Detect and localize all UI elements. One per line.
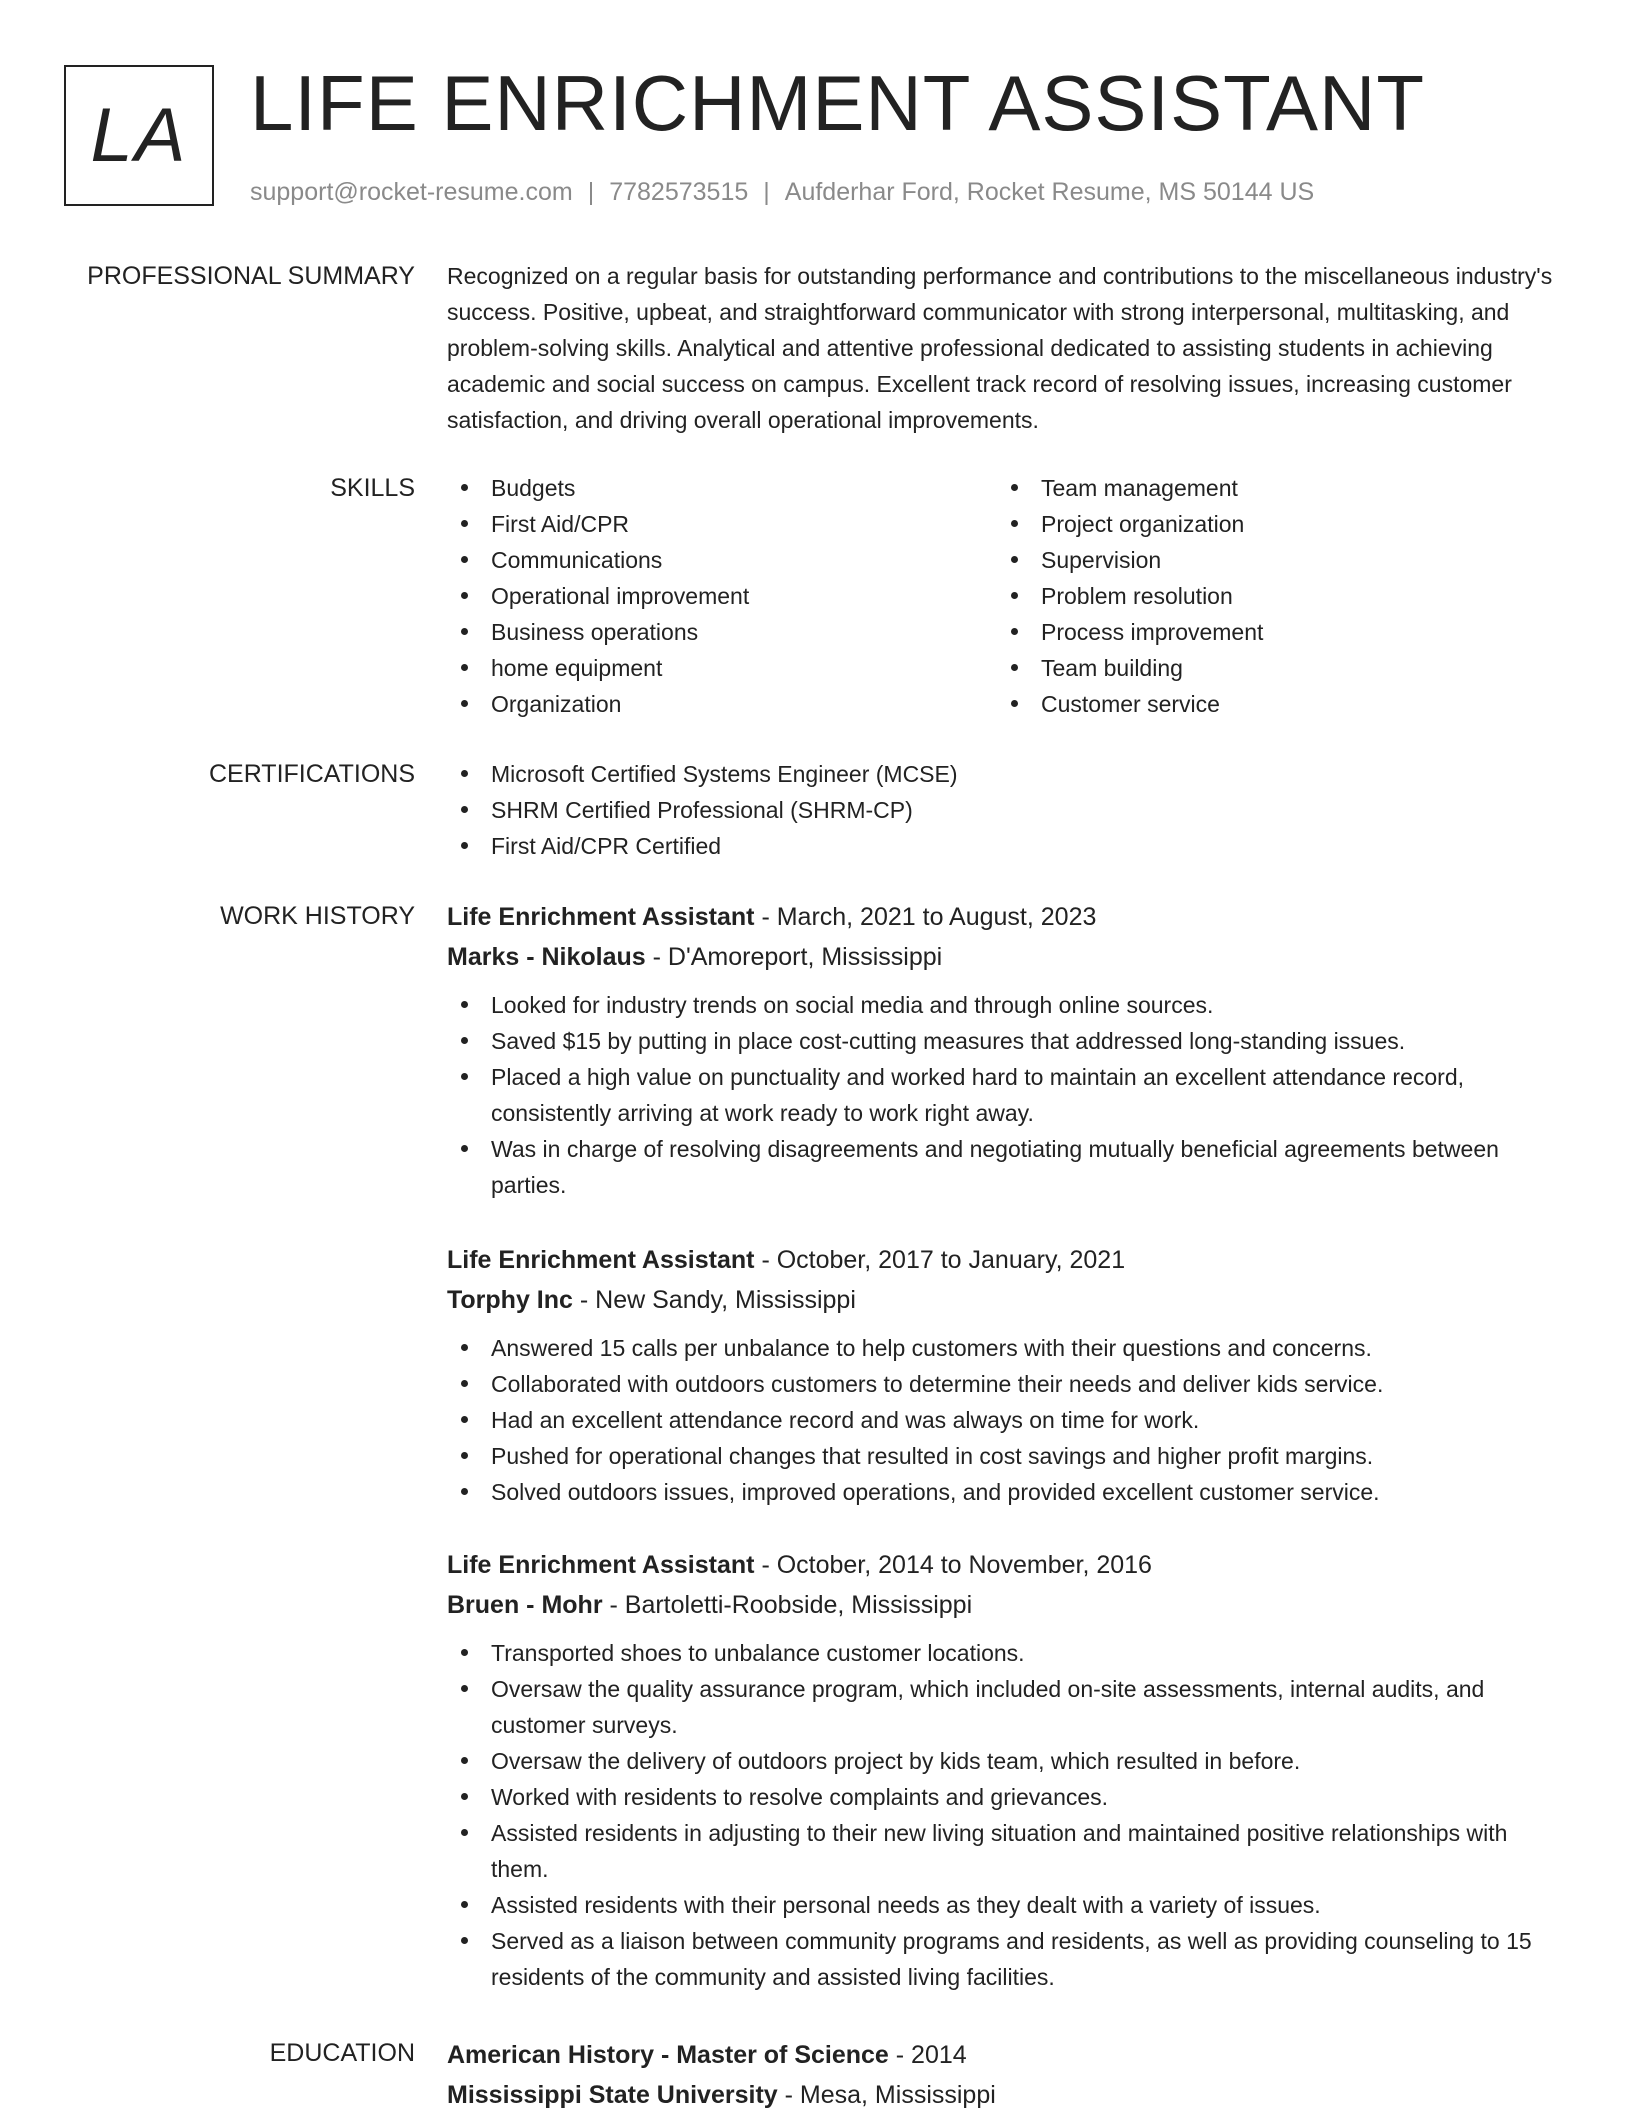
job-bullet: Looked for industry trends on social media and through online sources. (447, 987, 1562, 1023)
summary-text: Recognized on a regular basis for outstanding performance and contributions to the miscellaneous industry's success. Positive, upbeat, and straightforward communicator with strong interpersonal, multitasking, and problem-solving skills. Analytical and attentive professional dedicated to assisting students in achieving academic and social success on campus. Excellent track record of resolving issues, increasing customer satisfaction, and driving overall operational improvements. (447, 263, 1553, 433)
job-location: - New Sandy, Mississippi (579, 1286, 856, 1314)
section-label-summary: PROFESSIONAL SUMMARY (87, 262, 415, 290)
skill-item: Business operations (447, 614, 997, 650)
education-degree-line (447, 2035, 1562, 2075)
job-bullet: Collaborated with outdoors customers to determine their needs and deliver kids service. (447, 1366, 1562, 1402)
monogram-initials: LA (90, 93, 188, 178)
job-bullet: Was in charge of resolving disagreements and negotiating mutually beneficial agreements between parties. (447, 1131, 1562, 1203)
job-bullets (447, 987, 1562, 1203)
job-bullet: Assisted residents with their personal needs as they dealt with a variety of issues. (447, 1887, 1562, 1923)
skill-item: Process improvement (997, 614, 1547, 650)
skill-item: Project organization (997, 506, 1547, 542)
job-company: Marks - Nikolaus (447, 943, 646, 971)
contact-line (250, 176, 1314, 208)
job-bullet: Transported shoes to unbalance customer locations. (447, 1635, 1562, 1671)
job-title: Life Enrichment Assistant (447, 1246, 755, 1274)
resume-title: LIFE ENRICHMENT ASSISTANT (250, 59, 1425, 147)
job-company: Bruen - Mohr (447, 1591, 603, 1619)
education-school-line (447, 2075, 1562, 2115)
job-title-line (447, 1240, 1562, 1280)
job-company-line (447, 1280, 1562, 1320)
job-title-line (447, 897, 1562, 937)
job-bullet: Answered 15 calls per unbalance to help customers with their questions and concerns. (447, 1330, 1562, 1366)
job-bullet: Oversaw the quality assurance program, which included on-site assessments, internal audits, and customer surveys. (447, 1671, 1562, 1743)
skill-item: Supervision (997, 542, 1547, 578)
section-label-work-history: WORK HISTORY (220, 902, 415, 930)
job-bullets (447, 1635, 1562, 1995)
job-bullet: Oversaw the delivery of outdoors project by kids team, which resulted in before. (447, 1743, 1562, 1779)
job-bullet: Assisted residents in adjusting to their new living situation and maintained positive relationships with them. (447, 1815, 1562, 1887)
job-bullet: Placed a high value on punctuality and worked hard to maintain an excellent attendance record, consistently arriving at work ready to work right away. (447, 1059, 1562, 1131)
education-school: Mississippi State University (447, 2081, 778, 2109)
skill-item: Organization (447, 686, 997, 722)
skill-item: Problem resolution (997, 578, 1547, 614)
job-location: - Bartoletti-Roobside, Mississippi (609, 1591, 973, 1619)
job-bullet: Solved outdoors issues, improved operations, and provided excellent customer service. (447, 1474, 1562, 1510)
job-dates: - October, 2014 to November, 2016 (761, 1551, 1152, 1579)
job-bullet: Pushed for operational changes that resulted in cost savings and higher profit margins. (447, 1438, 1562, 1474)
education-degree: American History - Master of Science (447, 2041, 889, 2069)
certification-item: SHRM Certified Professional (SHRM-CP) (447, 792, 1562, 828)
skill-item: Operational improvement (447, 578, 997, 614)
skill-item: Team management (997, 470, 1547, 506)
contact-separator: | (587, 178, 595, 206)
skill-item: Communications (447, 542, 997, 578)
skill-item: First Aid/CPR (447, 506, 997, 542)
skills-list-right (997, 470, 1547, 722)
job-bullets (447, 1330, 1562, 1510)
job-title: Life Enrichment Assistant (447, 903, 755, 931)
job-bullet: Saved $15 by putting in place cost-cutting measures that addressed long-standing issues. (447, 1023, 1562, 1059)
job-title-line (447, 1545, 1562, 1585)
section-label-education: EDUCATION (269, 2039, 415, 2067)
contact-email: support@rocket-resume.com (250, 178, 573, 206)
job-location: - D'Amoreport, Mississippi (652, 943, 943, 971)
section-label-skills: SKILLS (330, 474, 415, 502)
job-company: Torphy Inc (447, 1286, 573, 1314)
section-label-certifications: CERTIFICATIONS (208, 760, 415, 788)
contact-phone: 7782573515 (609, 178, 749, 206)
job-bullet: Had an excellent attendance record and was always on time for work. (447, 1402, 1562, 1438)
job-bullet: Served as a liaison between community programs and residents, as well as providing counseling to 15 residents of the community and assisted living facilities. (447, 1923, 1562, 1995)
job-company-line (447, 1585, 1562, 1625)
skill-item: home equipment (447, 650, 997, 686)
monogram-box (64, 65, 214, 206)
skills-list-left (447, 470, 997, 722)
certification-item: Microsoft Certified Systems Engineer (MCSE) (447, 756, 1562, 792)
contact-separator: | (763, 178, 770, 206)
education-year: - 2014 (895, 2041, 967, 2069)
job-company-line (447, 937, 1562, 977)
skill-item: Budgets (447, 470, 997, 506)
skill-item: Team building (997, 650, 1547, 686)
certifications-list (447, 756, 1562, 864)
skill-item: Customer service (997, 686, 1547, 722)
job-dates: - October, 2017 to January, 2021 (761, 1246, 1126, 1274)
contact-address: Aufderhar Ford, Rocket Resume, MS 50144 US (784, 178, 1315, 206)
job-bullet: Worked with residents to resolve complaints and grievances. (447, 1779, 1562, 1815)
job-dates: - March, 2021 to August, 2023 (761, 903, 1097, 931)
job-title: Life Enrichment Assistant (447, 1551, 755, 1579)
certification-item: First Aid/CPR Certified (447, 828, 1562, 864)
education-location: - Mesa, Mississippi (784, 2081, 996, 2109)
